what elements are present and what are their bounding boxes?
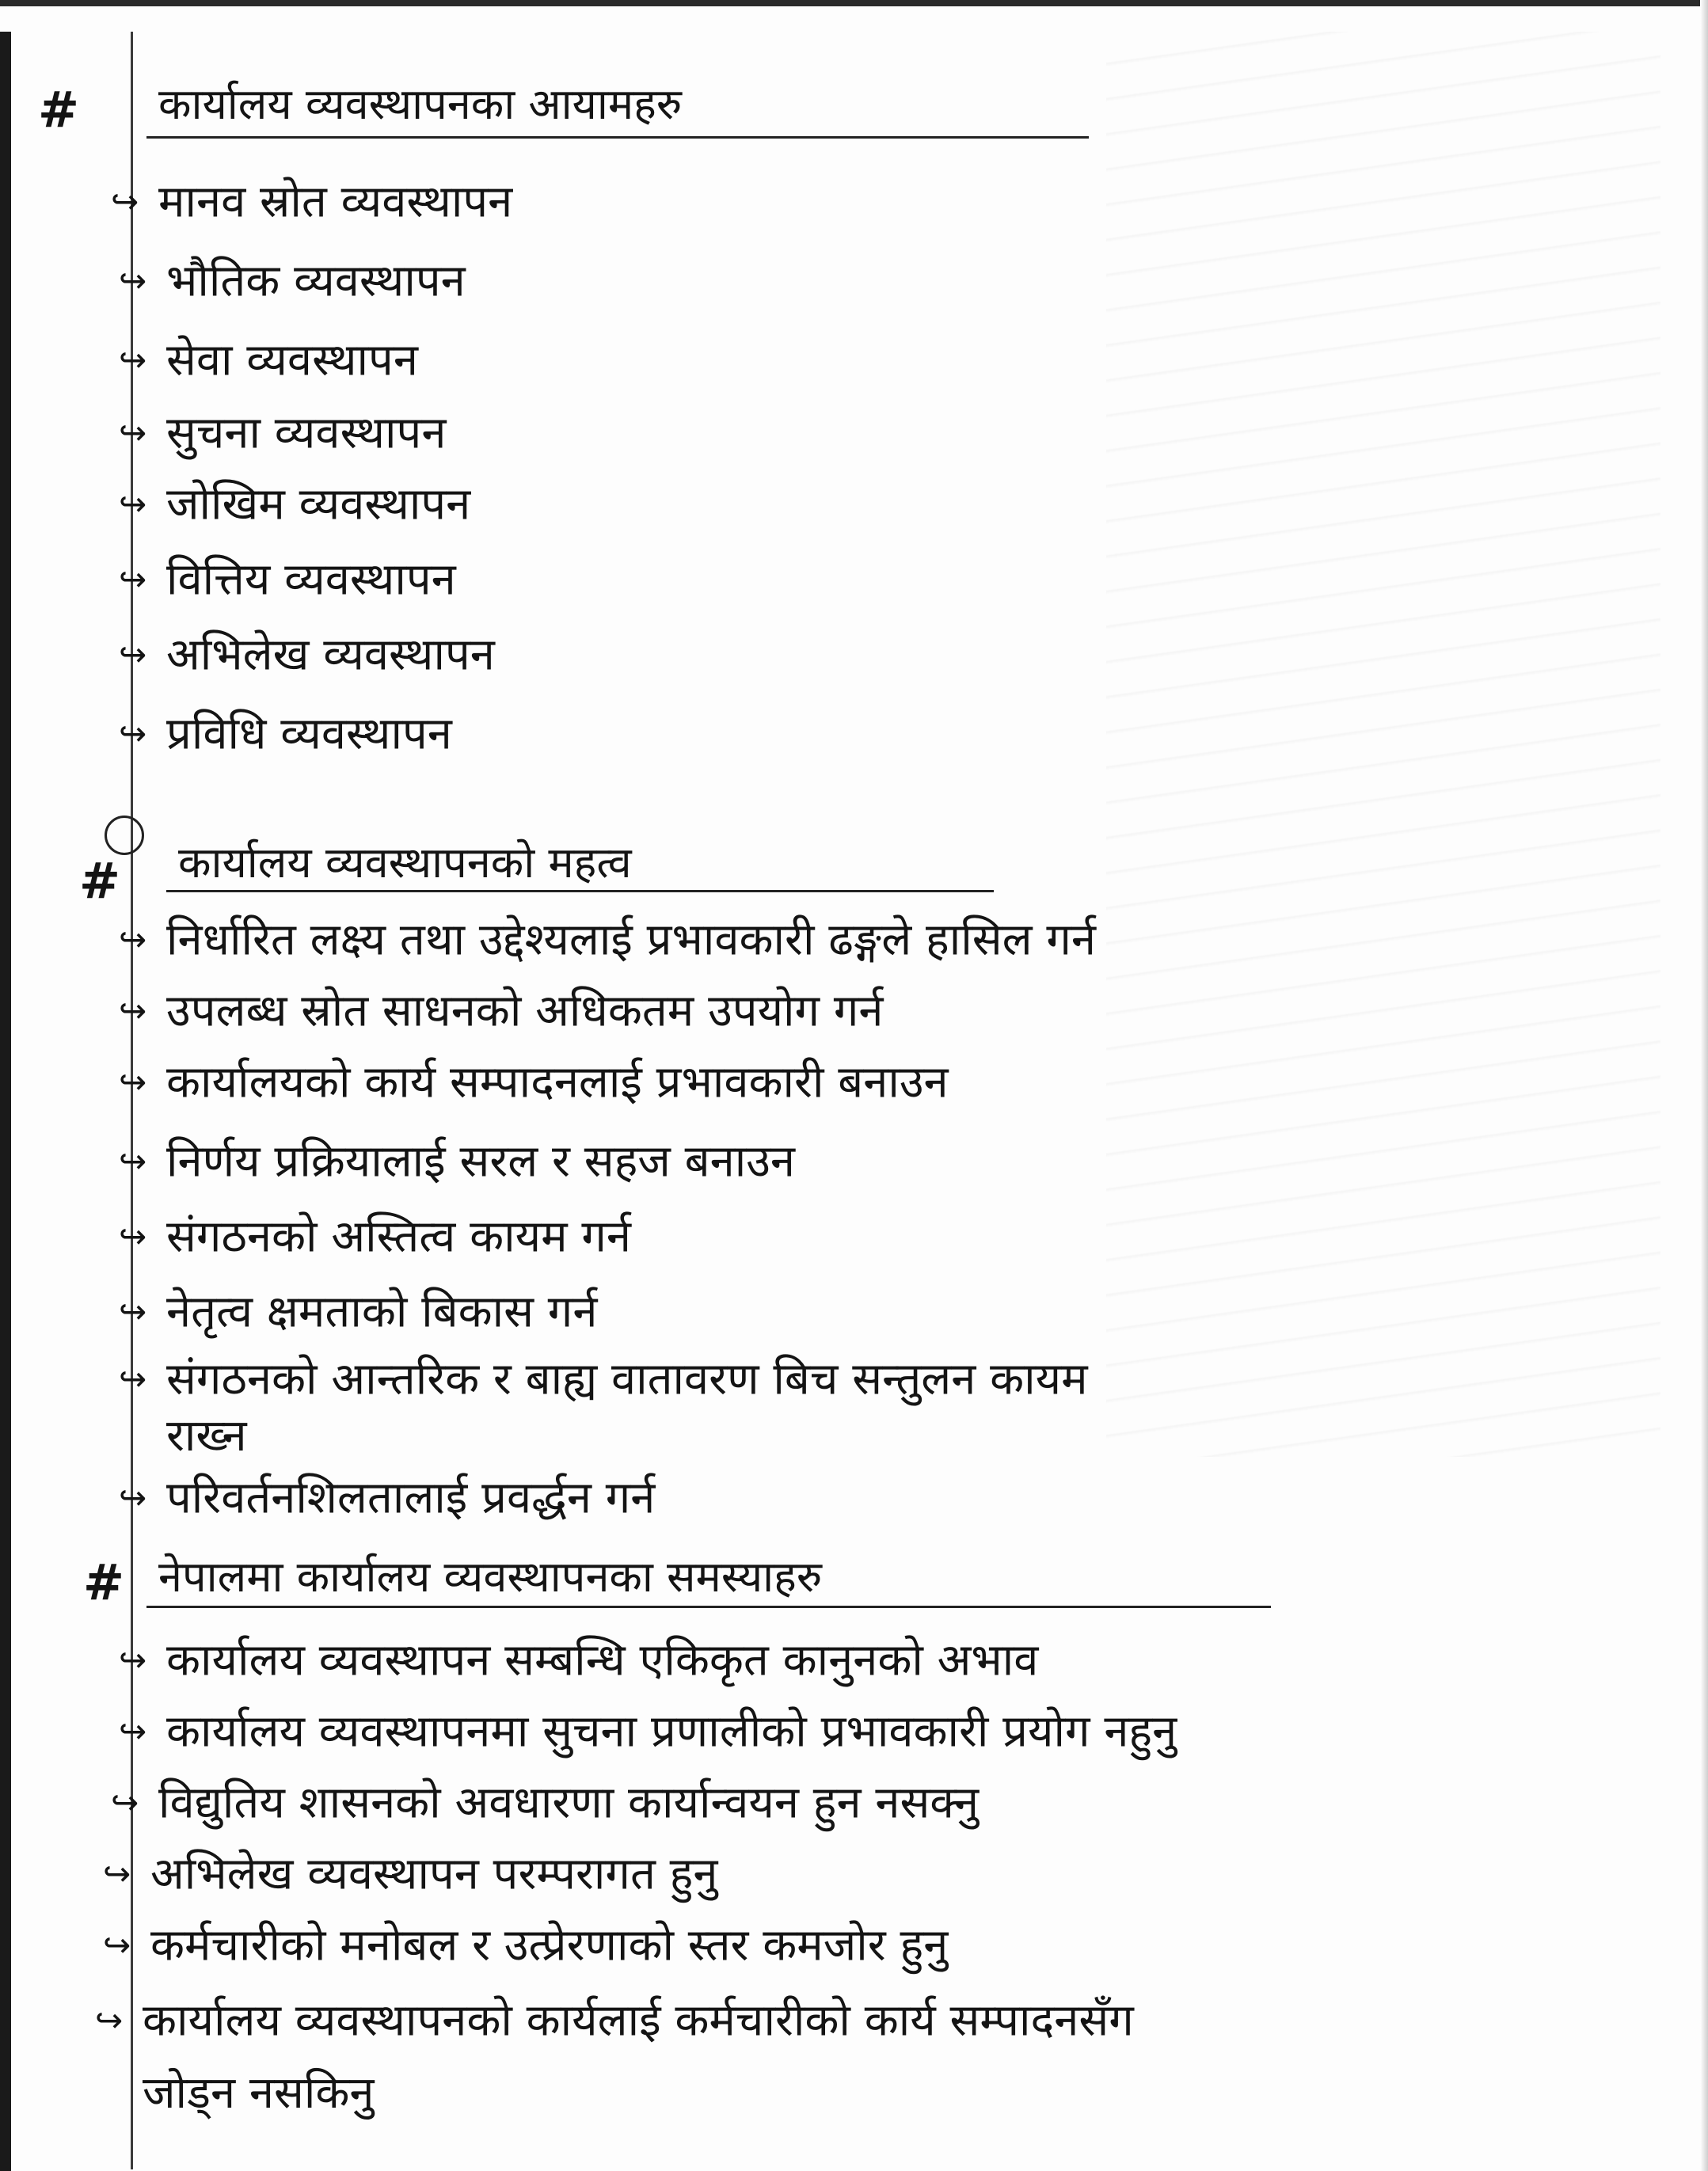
heading-underline: [146, 1606, 1271, 1608]
arrow-bullet-icon: ↪: [95, 2000, 124, 2040]
arrow-bullet-icon: ↪: [103, 1854, 131, 1893]
list-item-continuation: जोड्न नसकिनु: [143, 2067, 375, 2119]
section-heading: कार्यालय व्यवस्थापनका आयामहरु: [158, 79, 683, 129]
section-marker: #: [79, 852, 120, 910]
list-item: ↪ अभिलेख व्यवस्थापन परम्परागत हुनु: [103, 1848, 718, 1900]
list-item: ↪ कार्यालय व्यवस्थापनमा सुचना प्रणालीको प्रभावकारी प्रयोग नहुनु: [119, 1705, 1177, 1758]
arrow-bullet-icon: ↪: [119, 1062, 147, 1101]
arrow-bullet-icon: ↪: [119, 1291, 147, 1331]
arrow-bullet-icon: ↪: [119, 1216, 147, 1256]
section-heading: नेपालमा कार्यालय व्यवस्थापनका समस्याहरु: [158, 1552, 823, 1602]
list-item: ↪ प्रविधि व्यवस्थापन: [119, 708, 452, 760]
arrow-bullet-icon: ↪: [119, 1359, 147, 1398]
arrow-bullet-icon: ↪: [119, 990, 147, 1030]
circled-mark: [105, 816, 144, 855]
list-item: ↪ नेतृत्व क्षमताको बिकास गर्न: [119, 1286, 598, 1338]
arrow-bullet-icon: ↪: [119, 1477, 147, 1517]
section-marker: #: [83, 1553, 124, 1611]
arrow-bullet-icon: ↪: [119, 413, 147, 452]
list-item: ↪ कार्यालयको कार्य सम्पादनलाई प्रभावकारी बनाउन: [119, 1056, 949, 1108]
arrow-bullet-icon: ↪: [119, 1141, 147, 1181]
heading-underline: [146, 136, 1089, 139]
list-item: ↪ वित्तिय व्यवस्थापन: [119, 553, 456, 606]
list-item: ↪ परिवर्तनशिलतालाई प्रवर्द्धन गर्न: [119, 1472, 656, 1524]
list-item: ↪ सुचना व्यवस्थापन: [119, 407, 447, 459]
ink-bleed-through: [1106, 32, 1660, 1457]
list-item: ↪ कार्यालय व्यवस्थापनको कार्यलाई कर्मचारीको कार्य सम्पादनसँग: [95, 1994, 1134, 2047]
arrow-bullet-icon: ↪: [119, 559, 147, 599]
list-item: ↪ सेवा व्यवस्थापन: [119, 334, 418, 386]
arrow-bullet-icon: ↪: [111, 181, 139, 221]
list-item: ↪ जोखिम व्यवस्थापन: [119, 478, 471, 530]
page-right-edge: [1700, 0, 1708, 2171]
list-item: ↪ निर्णय प्रक्रियालाई सरल र सहज बनाउन: [119, 1135, 795, 1188]
arrow-bullet-icon: ↪: [119, 260, 147, 300]
list-item: ↪ संगठनको अस्तित्व कायम गर्न: [119, 1211, 631, 1263]
list-item: ↪ कर्मचारीको मनोबल र उत्प्रेरणाको स्तर कमजोर हुनु: [103, 1919, 949, 1971]
section-marker: #: [38, 81, 79, 139]
list-item: ↪ अभिलेख व्यवस्थापन: [119, 629, 495, 681]
list-item: ↪ मानव स्रोत व्यवस्थापन: [111, 176, 513, 228]
binding-edge: [0, 32, 11, 2171]
heading-underline: [166, 890, 994, 892]
list-item: ↪ निर्धारित लक्ष्य तथा उद्देश्यलाई प्रभावकारी ढङ्गले हासिल गर्न: [119, 914, 1096, 966]
list-item: ↪ उपलब्ध स्रोत साधनको अधिकतम उपयोग गर्न: [119, 985, 884, 1037]
arrow-bullet-icon: ↪: [103, 1925, 131, 1964]
list-item: ↪ भौतिक व्यवस्थापन: [119, 255, 466, 307]
page-top-edge: [0, 0, 1708, 6]
section-heading: कार्यालय व्यवस्थापनको महत्व: [178, 838, 632, 888]
arrow-bullet-icon: ↪: [119, 713, 147, 753]
list-item-continuation: राख्न: [166, 1410, 247, 1462]
list-item: ↪ संगठनको आन्तरिक र बाह्य वातावरण बिच सन्तुलन कायम: [119, 1353, 1088, 1405]
arrow-bullet-icon: ↪: [119, 1711, 147, 1751]
arrow-bullet-icon: ↪: [119, 1640, 147, 1679]
arrow-bullet-icon: ↪: [119, 340, 147, 379]
arrow-bullet-icon: ↪: [119, 484, 147, 523]
arrow-bullet-icon: ↪: [119, 634, 147, 674]
arrow-bullet-icon: ↪: [111, 1782, 139, 1822]
arrow-bullet-icon: ↪: [119, 919, 147, 959]
list-item: ↪ कार्यालय व्यवस्थापन सम्बन्धि एकिकृत कानुनको अभाव: [119, 1634, 1039, 1686]
list-item: ↪ विद्युतिय शासनको अवधारणा कार्यान्वयन हुन नसक्नु: [111, 1777, 980, 1829]
